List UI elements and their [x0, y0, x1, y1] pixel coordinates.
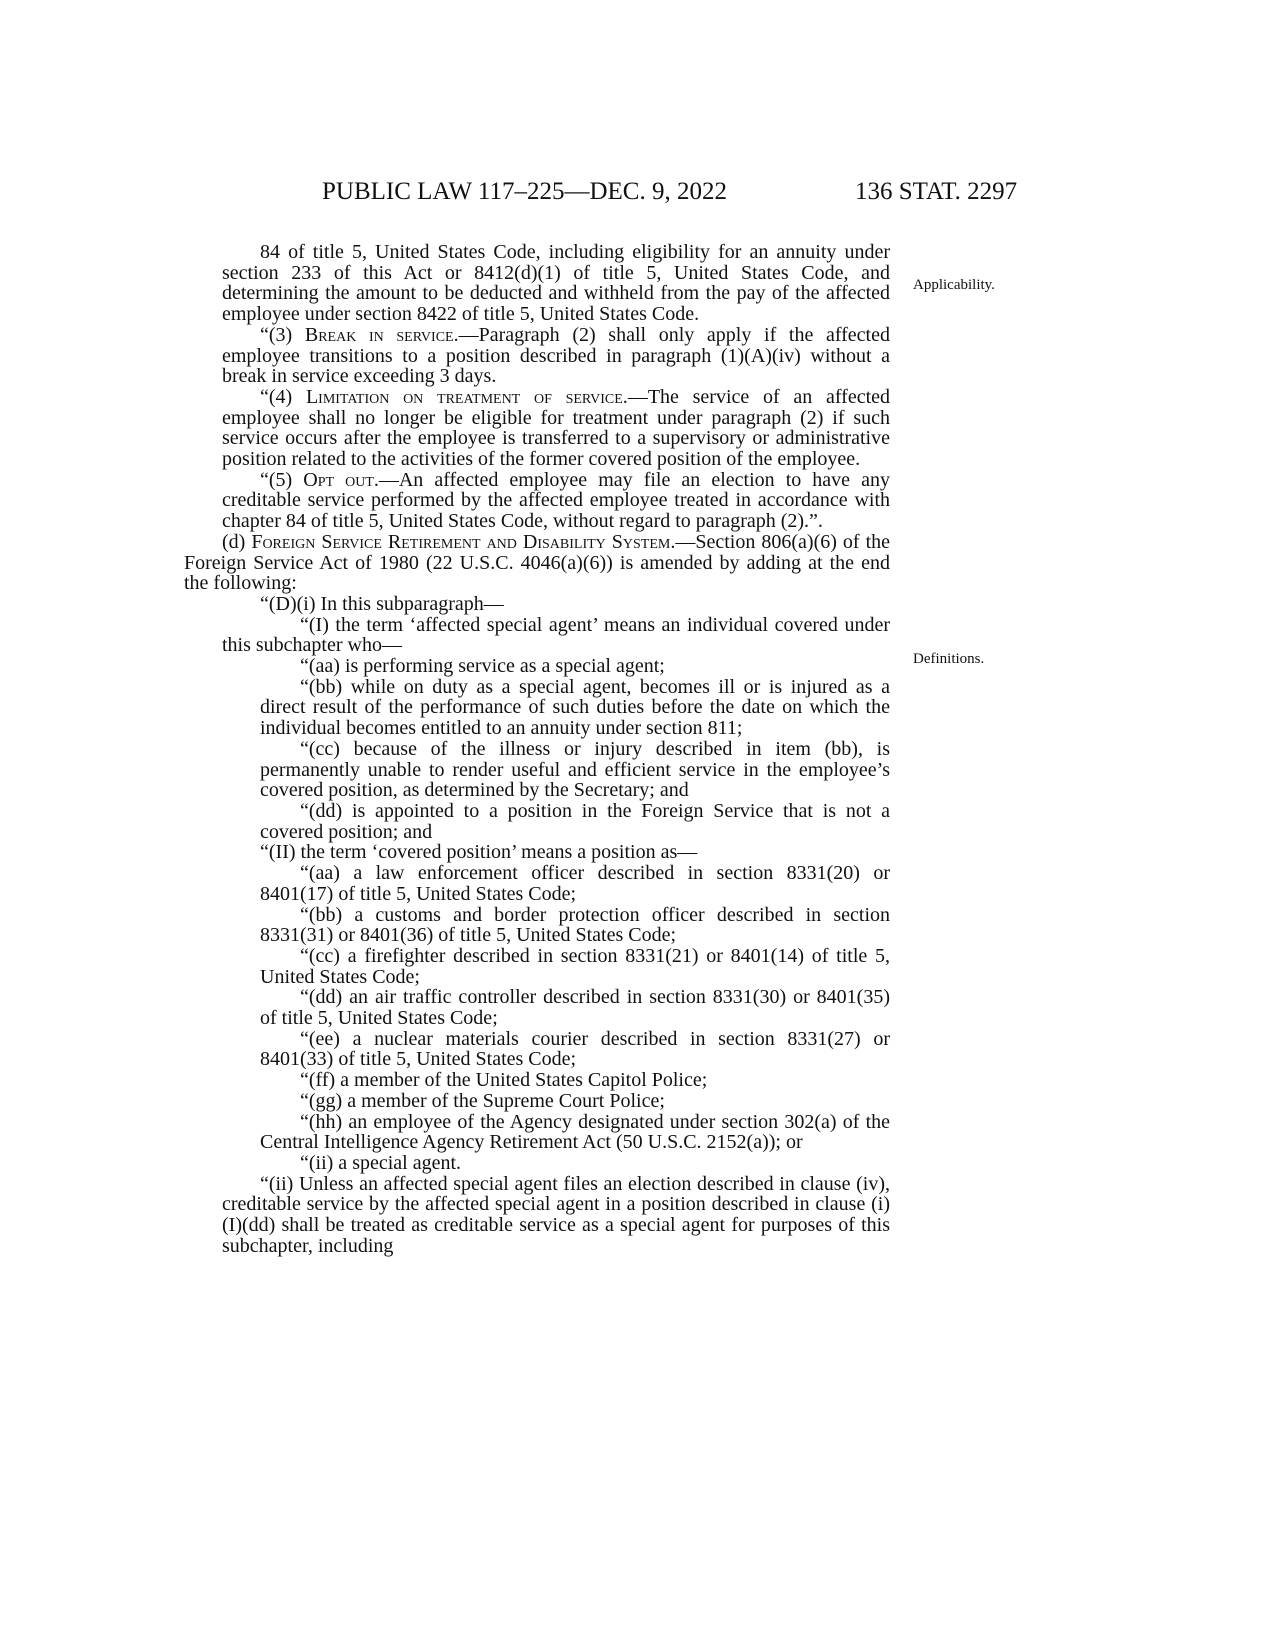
subsection-text: —Section 806(a)(6) of the Foreign Service Act of 1980 (22 U.S.C. 4046(a)(6)) is amended by adding at the end the following:: [184, 530, 890, 595]
subclause-covered-position: “(II) the term ‘covered position’ means a position as—: [260, 841, 698, 864]
item-bb-covered: “(bb) a customs and border protection officer described in section 8331(31) or 8401(36) of title 5, United States Code;: [260, 903, 890, 947]
item-aa: “(aa) is performing service as a special agent;: [300, 655, 665, 678]
margin-note-applicability: Applicability.: [913, 277, 995, 293]
margin-note-definitions: Definitions.: [913, 651, 985, 667]
paragraph-number: “(3): [260, 323, 305, 346]
item-dd: “(dd) is appointed to a position in the Foreign Service that is not a covered position; and: [260, 799, 890, 843]
item-hh-covered: “(hh) an employee of the Agency designated under section 302(a) of the Central Intelligence Agency Retirement Act (50 U.S.C. 2152(a)); or: [260, 1110, 890, 1154]
item-ii-covered: “(ii) a special agent.: [300, 1151, 462, 1174]
paragraph-number: “(5): [260, 468, 304, 491]
running-head-title: PUBLIC LAW 117–225—DEC. 9, 2022: [322, 178, 727, 205]
item-ee-covered: “(ee) a nuclear materials courier described in section 8331(27) or 8401(33) of title 5, United States Code;: [260, 1027, 890, 1071]
paragraph-heading: Opt out.: [303, 468, 379, 491]
paragraph-text: 84 of title 5, United States Code, including eligibility for an annuity under section 233 of this Act or 8412(d)(1) of title 5, United States Code, and determining the amount to be deducted and withheld from the pay of the affected employee under section 8422 of title 5, United States Code.: [222, 241, 890, 326]
item-gg-covered: “(gg) a member of the Supreme Court Police;: [300, 1089, 665, 1112]
paragraph-number: “(4): [260, 385, 306, 408]
item-aa-covered: “(aa) a law enforcement officer described in section 8331(20) or 8401(17) of title 5, United States Code;: [260, 862, 890, 905]
paragraph-heading: Break in service.: [304, 323, 459, 346]
page-header: [0, 178, 1275, 218]
paragraph-text: —An affected employee may file an election to have any creditable service performed by the affected employee treated in accordance with chapter 84 of title 5, United States Code, without regard to paragraph (2).”.: [222, 468, 890, 533]
statute-page-number: 136 STAT. 2297: [855, 178, 1018, 205]
item-dd-covered: “(dd) an air traffic controller described in section 8331(30) or 8401(35) of title 5, United States Code;: [260, 986, 890, 1030]
item-cc-covered: “(cc) a firefighter described in section 8331(21) or 8401(14) of title 5, United States Code;: [260, 944, 890, 988]
statute-body: [184, 241, 891, 1257]
paragraph-continuation: [222, 242, 890, 325]
paragraph-limitation: [222, 387, 890, 470]
subsection-letter: (d): [222, 530, 252, 553]
subclause-affected-special-agent: “(I) the term ‘affected special agent’ means an individual covered under this subchapter who—: [222, 613, 890, 657]
paragraph-heading: Limitation on treatment of service.: [305, 385, 628, 408]
paragraph-text: —The service of an affected employee shall no longer be eligible for treatment under paragraph (2) if such service occurs after the employee is transferred to a supervisory or administrative position related to the activities of the former covered position of the employee.: [222, 385, 891, 471]
subsection-heading: Foreign Service Retirement and Disability System.: [251, 530, 676, 553]
item-cc: “(cc) because of the illness or injury described in item (bb), is permanently unable to render useful and efficient service in the employee’s covered position, as determined by the Secretary; and: [260, 737, 890, 802]
clause-ii: “(ii) Unless an affected special agent files an election described in clause (iv), creditable service by the affected special agent in a position described in clause (i)(I)(dd) shall be treated as creditable service as a special agent for purposes of this subchapter, including: [222, 1172, 890, 1257]
paragraph-text: —Paragraph (2) shall only apply if the affected employee transitions to a position described in paragraph (1)(A)(iv) without a break in service exceeding 3 days.: [222, 323, 890, 388]
item-ff-covered: “(ff) a member of the United States Capitol Police;: [300, 1069, 708, 1092]
item-bb: “(bb) while on duty as a special agent, becomes ill or is injured as a direct result of the performance of such duties before the date on which the individual becomes entitled to an annuity under section 811;: [260, 675, 890, 740]
paragraph-opt-out: [222, 470, 890, 532]
paragraph-break-in-service: [222, 325, 890, 387]
clause-d-i: “(D)(i) In this subparagraph—: [260, 592, 504, 615]
subsection-foreign-service: [184, 532, 890, 594]
